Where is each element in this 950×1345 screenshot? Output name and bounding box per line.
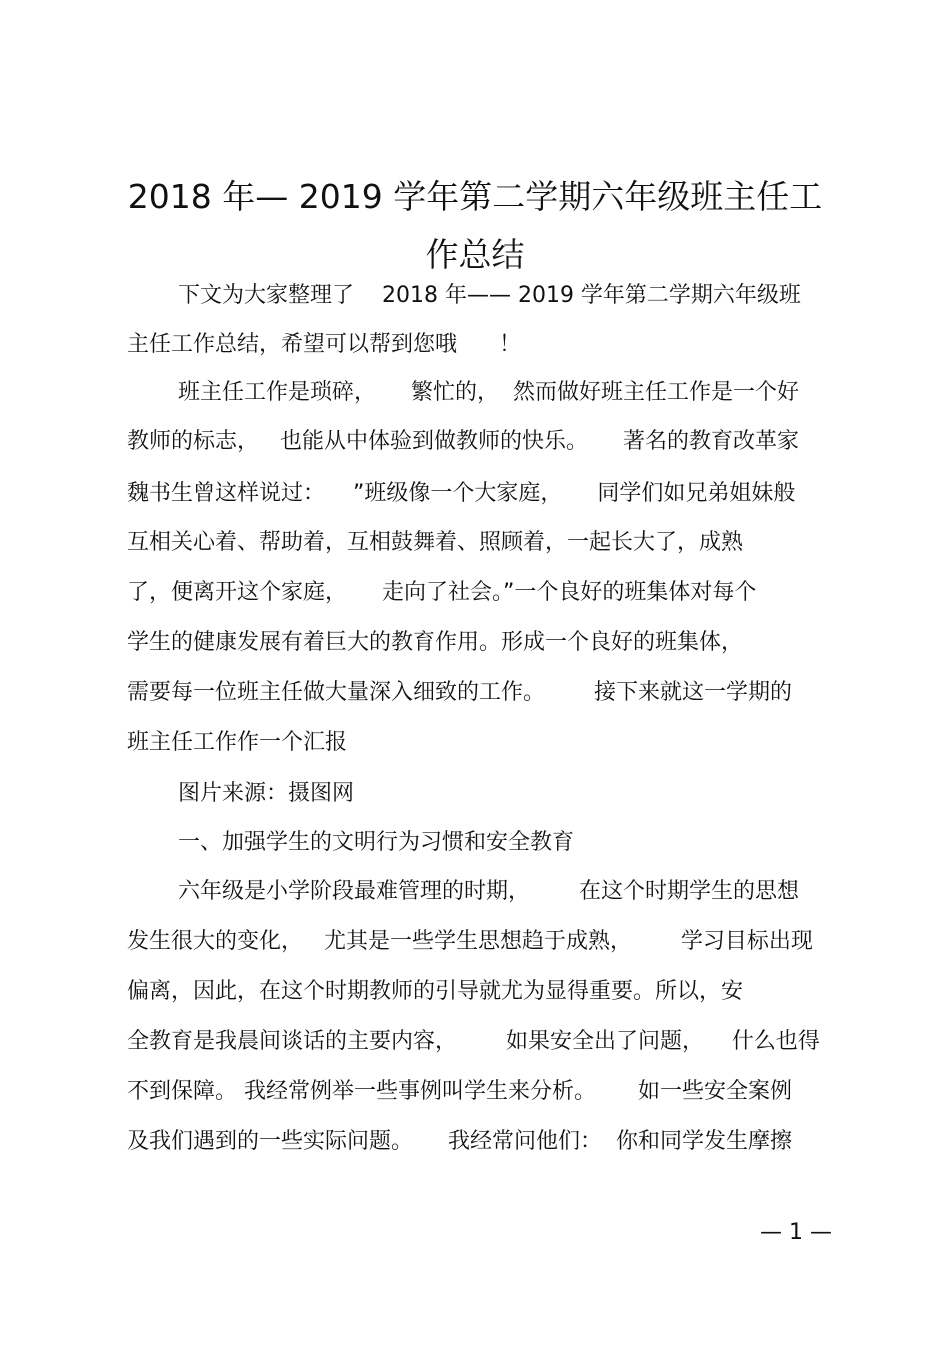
- p1-line-6: 学生的健康发展有着巨大的教育作用。形成一个良好的班集体，: [127, 630, 744, 655]
- p2-line-3: 偏离，因此，在这个时期教师的引导就尤为显得重要。所以，安: [127, 979, 744, 1004]
- p1-line-5: 了，便离开这个家庭， 走向了社会。”一个良好的班集体对每个: [127, 580, 757, 605]
- image-source-line: 图片来源：摄图网: [178, 781, 355, 806]
- p2-line-4: 全教育是我晨间谈话的主要内容， 如果安全出了问题， 什么也得: [127, 1029, 820, 1054]
- p2-line-1: 六年级是小学阶段最难管理的时期， 在这个时期学生的思想: [178, 879, 799, 904]
- page-number: — 1 —: [760, 1220, 832, 1245]
- title-line-1: 2018 年— 2019 学年第二学期六年级班主任工: [127, 177, 823, 216]
- p1-line-7: 需要每一位班主任做大量深入细致的工作。 接下来就这一学期的: [127, 680, 792, 705]
- section-heading-1: 一、加强学生的文明行为习惯和安全教育: [178, 830, 575, 855]
- intro-line-1: 下文为大家整理了 2018 年—— 2019 学年第二学期六年级班: [178, 283, 801, 308]
- p1-line-2: 教师的标志， 也能从中体验到做教师的快乐。 著名的教育改革家: [127, 429, 799, 454]
- p1-line-4: 互相关心着、帮助着，互相鼓舞着、照顾着，一起长大了，成熟: [127, 530, 744, 555]
- p1-line-8: 班主任工作作一个汇报: [127, 730, 348, 755]
- p1-line-3: 魏书生曾这样说过： ”班级像一个大家庭， 同学们如兄弟姐妹般: [127, 481, 796, 506]
- intro-line-2: 主任工作总结，希望可以帮到您哦 ！: [127, 332, 521, 357]
- document-title: [90, 168, 860, 284]
- p2-line-5: 不到保障。 我经常例举一些事例叫学生来分析。 如一些安全案例: [127, 1079, 792, 1104]
- title-line-2: 作总结: [425, 235, 525, 274]
- p1-line-1: 班主任工作是琐碎， 繁忙的， 然而做好班主任工作是一个好: [178, 380, 799, 405]
- p2-line-2: 发生很大的变化， 尤其是一些学生思想趋于成熟， 学习目标出现: [127, 929, 813, 954]
- p2-line-6: 及我们遇到的一些实际问题。 我经常问他们： 你和同学发生摩擦: [127, 1129, 792, 1154]
